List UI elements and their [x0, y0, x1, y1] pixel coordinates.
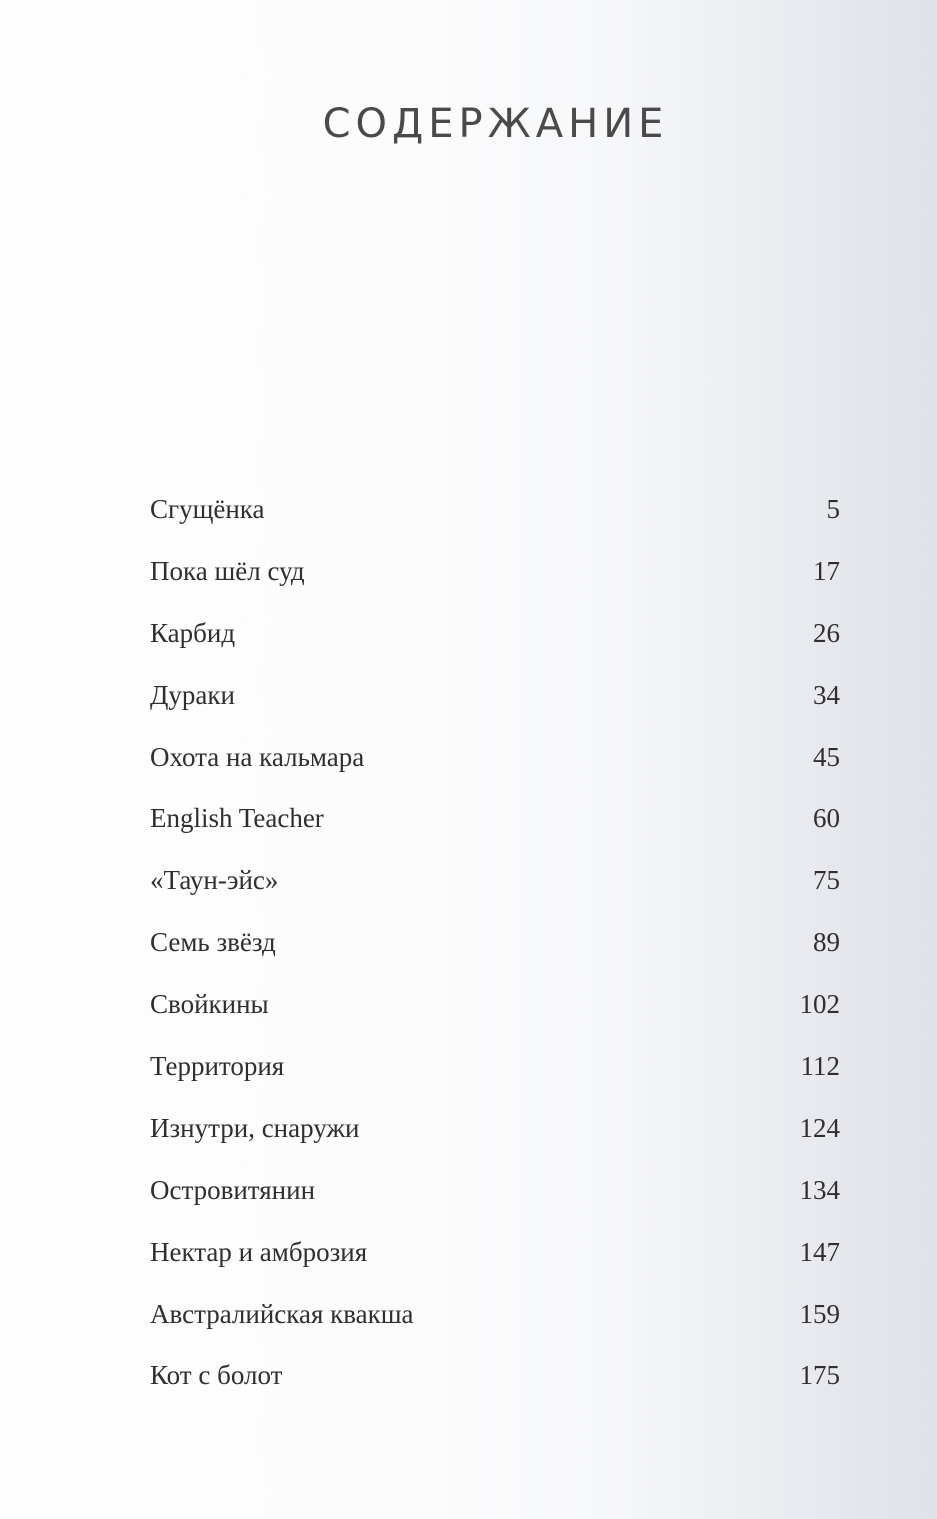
- toc-entry-page: 89: [813, 927, 840, 958]
- toc-entry-title: Пока шёл суд: [150, 555, 305, 586]
- toc-entry: [150, 734, 840, 796]
- toc-entry-page: 124: [799, 1112, 840, 1143]
- toc-entry: [150, 486, 840, 548]
- toc-entry-page: 134: [799, 1174, 840, 1205]
- toc-entry-title: Австралийская квакша: [150, 1298, 414, 1329]
- toc-entry: [150, 548, 840, 610]
- toc-entry-title: Кот с болот: [150, 1360, 283, 1391]
- toc-list: [150, 486, 840, 1414]
- toc-entry-page: 60: [813, 803, 840, 834]
- toc-entry-title: Семь звёзд: [150, 927, 276, 958]
- toc-entry: [150, 1043, 840, 1105]
- toc-entry-title: Островитянин: [150, 1174, 316, 1205]
- toc-entry-page: 175: [799, 1360, 840, 1391]
- toc-entry-page: 147: [799, 1236, 840, 1267]
- toc-entry: [150, 672, 840, 734]
- toc-entry-title: «Таун-эйс»: [150, 865, 279, 896]
- toc-entry-page: 75: [813, 865, 840, 896]
- toc-entry-page: 26: [813, 617, 840, 648]
- toc-entry-title: Охота на кальмара: [150, 741, 365, 772]
- toc-entry-title: Карбид: [150, 617, 236, 648]
- toc-entry: [150, 919, 840, 981]
- toc-entry-page: 159: [799, 1298, 840, 1329]
- toc-entry-page: 45: [813, 741, 840, 772]
- toc-entry-title: Сгущёнка: [150, 494, 265, 524]
- toc-entry: [150, 1105, 840, 1167]
- toc-entry: [150, 1352, 840, 1414]
- toc-entry: [150, 795, 840, 857]
- toc-entry-title: Дураки: [150, 679, 235, 710]
- toc-entry: [150, 1229, 840, 1291]
- toc-entry: [150, 610, 840, 672]
- page-title: СОДЕРЖАНИЕ: [322, 101, 669, 147]
- toc-entry-title: Изнутри, снаружи: [150, 1112, 360, 1143]
- toc-entry-page: 112: [800, 1051, 840, 1082]
- toc-entry-title: English Teacher: [150, 803, 324, 834]
- toc-entry-title: Нектар и амброзия: [150, 1236, 368, 1267]
- toc-entry: [150, 1291, 840, 1353]
- toc-entry: [150, 981, 840, 1043]
- toc-entry: [150, 857, 840, 919]
- toc-entry-title: Территория: [150, 1051, 285, 1082]
- toc-entry: [150, 1167, 840, 1229]
- toc-entry-page: 5: [826, 494, 840, 524]
- toc-entry-title: Свойкины: [150, 989, 269, 1020]
- toc-entry-page: 102: [799, 989, 840, 1020]
- toc-entry-page: 17: [813, 555, 840, 586]
- toc-entry-page: 34: [813, 679, 840, 710]
